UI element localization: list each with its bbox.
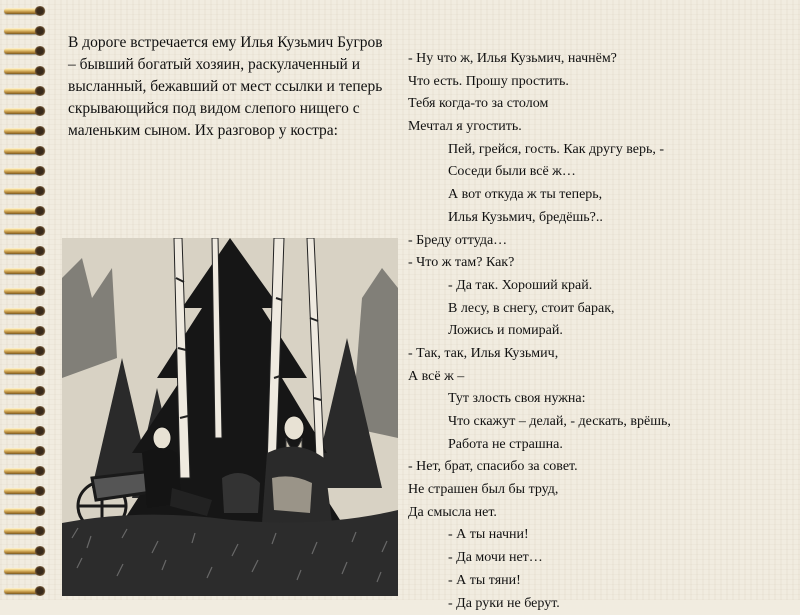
binder-ring	[4, 166, 50, 176]
binder-ring	[4, 6, 50, 16]
binder-ring	[4, 386, 50, 396]
binder-ring	[4, 106, 50, 116]
binder-ring	[4, 46, 50, 56]
poem-line: Что скажут – делай, - дескать, врёшь,	[408, 411, 788, 434]
poem-line: А вот откуда ж ты теперь,	[408, 184, 788, 207]
binder-ring	[4, 406, 50, 416]
poem-line: - А ты начни!	[408, 524, 788, 547]
poem-line: Мечтал я угостить.	[408, 116, 788, 139]
binder-ring	[4, 486, 50, 496]
binder-ring	[4, 26, 50, 36]
binder-ring	[4, 66, 50, 76]
poem-line: Пей, грейся, гость. Как другу верь, -	[408, 139, 788, 162]
binder-ring	[4, 526, 50, 536]
binder-ring	[4, 366, 50, 376]
poem-line: В лесу, в снегу, стоит барак,	[408, 298, 788, 321]
poem-text	[408, 48, 788, 615]
poem-line: - Бреду оттуда…	[408, 230, 788, 253]
binder-ring	[4, 286, 50, 296]
binder-ring	[4, 346, 50, 356]
poem-line: - Нет, брат, спасибо за совет.	[408, 456, 788, 479]
poem-line: - А ты тяни!	[408, 570, 788, 593]
binder-ring	[4, 86, 50, 96]
poem-line: - Да так. Хороший край.	[408, 275, 788, 298]
binder-ring	[4, 246, 50, 256]
poem-line: Соседи были всё ж…	[408, 161, 788, 184]
poem-line: Да смысла нет.	[408, 502, 788, 525]
binder-ring	[4, 446, 50, 456]
binder-ring	[4, 506, 50, 516]
binder-ring	[4, 126, 50, 136]
binder-ring	[4, 266, 50, 276]
poem-line: Тебя когда-то за столом	[408, 93, 788, 116]
poem-line: - Ну что ж, Илья Кузьмич, начнём?	[408, 48, 788, 71]
binder-ring	[4, 546, 50, 556]
binder-ring	[4, 586, 50, 596]
binder-ring	[4, 146, 50, 156]
poem-line: Работа не страшна.	[408, 434, 788, 457]
binder-ring	[4, 206, 50, 216]
poem-line: Не страшен был бы труд,	[408, 479, 788, 502]
intro-paragraph: В дороге встречается ему Илья Кузьмич Бугров – бывший богатый хозяин, раскулаченный и высланный, бежавший от мест ссылки и теперь скрывающийся под видом слепого нищего с маленьким сыном. Их разговор у костра:	[68, 32, 388, 142]
binder-ring	[4, 326, 50, 336]
forest-campfire-illustration-icon	[62, 238, 398, 596]
poem-line: - Да руки не берут.	[408, 593, 788, 615]
poem-line: Ложись и помирай.	[408, 320, 788, 343]
binder-ring	[4, 566, 50, 576]
binder-ring	[4, 466, 50, 476]
poem-line: А всё ж –	[408, 366, 788, 389]
binder-spiral	[0, 0, 60, 600]
poem-line: Илья Кузьмич, бредёшь?..	[408, 207, 788, 230]
poem-line: Что есть. Прошу простить.	[408, 71, 788, 94]
binder-ring	[4, 426, 50, 436]
poem-line: - Да мочи нет…	[408, 547, 788, 570]
binder-ring	[4, 226, 50, 236]
binder-ring	[4, 306, 50, 316]
poem-line: Тут злость своя нужна:	[408, 388, 788, 411]
binder-ring	[4, 186, 50, 196]
poem-line: - Что ж там? Как?	[408, 252, 788, 275]
poem-line: - Так, так, Илья Кузьмич,	[408, 343, 788, 366]
